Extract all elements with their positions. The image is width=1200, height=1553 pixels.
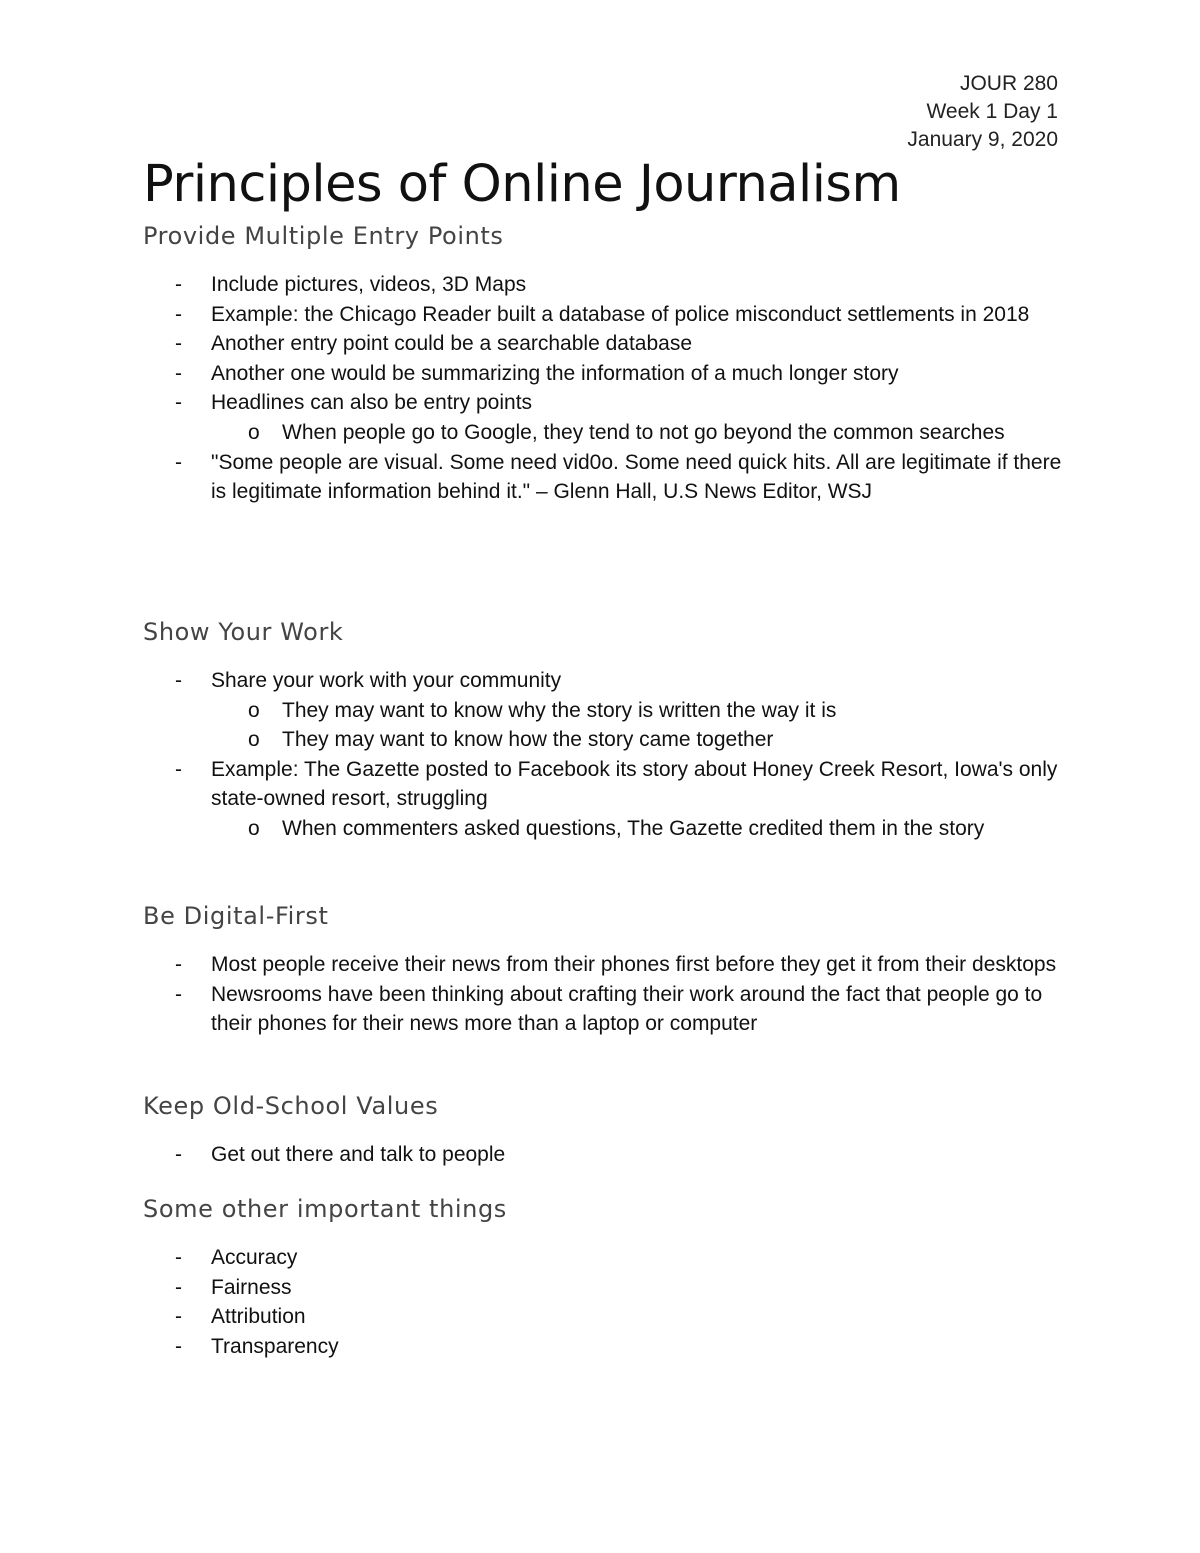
list-item: - Include pictures, videos, 3D Maps <box>143 270 1073 300</box>
sub-list-item: o When people go to Google, they tend to not go beyond the common searches <box>143 418 1073 448</box>
dash-bullet: - <box>175 669 182 692</box>
list-item: - Another entry point could be a searchable database <box>143 329 1073 359</box>
section-other-important-things <box>143 1191 1073 1361</box>
circle-bullet: o <box>248 420 260 444</box>
dash-bullet: - <box>175 1334 182 1358</box>
section-heading: Some other important things <box>143 1195 507 1223</box>
dash-bullet: - <box>175 450 182 474</box>
section-show-your-work <box>143 614 1073 844</box>
dash-bullet: - <box>175 361 182 385</box>
dash-bullet: - <box>175 302 182 326</box>
section-heading: Provide Multiple Entry Points <box>143 222 504 250</box>
dash-bullet: - <box>175 273 182 296</box>
week-day: Week 1 Day 1 <box>926 100 1058 123</box>
dash-bullet: - <box>175 1275 182 1299</box>
circle-bullet: o <box>248 698 260 722</box>
list-item: - Headlines can also be entry points <box>143 388 1073 418</box>
dash-bullet: - <box>175 391 182 415</box>
sub-list-item: o They may want to know why the story is written the way it is <box>143 696 1073 726</box>
list-item: - Most people receive their news from their phones first before they get it from their desktops <box>143 950 1073 980</box>
list-item: - Fairness <box>143 1273 1073 1303</box>
list-item: - Accuracy <box>143 1243 1073 1273</box>
list-item: - Attribution <box>143 1302 1073 1332</box>
section-heading: Show Your Work <box>143 618 344 646</box>
list-item: - Transparency <box>143 1332 1073 1362</box>
list-item: - "Some people are visual. Some need vid0o. Some need quick hits. All are legitimate if there is legitimate information behind it." – Glenn Hall, U.S News Editor, WSJ <box>143 448 1073 507</box>
bullet-list <box>143 1243 1073 1361</box>
course-code: JOUR 280 <box>959 72 1058 95</box>
page-title: Principles of Online Journalism <box>143 155 901 214</box>
circle-bullet: o <box>248 816 260 840</box>
dash-bullet: - <box>175 757 182 781</box>
document-header <box>907 70 1058 154</box>
section-entry-points <box>143 218 1073 507</box>
date: January 9, 2020 <box>907 128 1058 151</box>
section-heading: Keep Old-School Values <box>143 1092 439 1120</box>
list-item: - Share your work with your community <box>143 666 1073 696</box>
bullet-list <box>143 950 1073 1039</box>
dash-bullet: - <box>175 1143 182 1166</box>
bullet-list <box>143 1140 1073 1170</box>
section-digital-first <box>143 898 1073 1039</box>
list-item: - Example: the Chicago Reader built a database of police misconduct settlements in 2018 <box>143 300 1073 330</box>
bullet-list <box>143 666 1073 844</box>
list-item: - Another one would be summarizing the information of a much longer story <box>143 359 1073 389</box>
dash-bullet: - <box>175 953 182 976</box>
sub-list-item: o They may want to know how the story came together <box>143 725 1073 755</box>
dash-bullet: - <box>175 1246 182 1269</box>
list-item: - Example: The Gazette posted to Facebook its story about Honey Creek Resort, Iowa's only state-owned resort, struggling <box>143 755 1073 814</box>
section-old-school-values <box>143 1088 1073 1170</box>
sub-list-item: o When commenters asked questions, The Gazette credited them in the story <box>143 814 1073 844</box>
dash-bullet: - <box>175 332 182 356</box>
dash-bullet: - <box>175 1305 182 1329</box>
section-heading: Be Digital-First <box>143 902 329 930</box>
list-item: - Get out there and talk to people <box>143 1140 1073 1170</box>
list-item: - Newsrooms have been thinking about crafting their work around the fact that people go to their phones for their news more than a laptop or computer <box>143 980 1073 1039</box>
bullet-list <box>143 270 1073 507</box>
circle-bullet: o <box>248 728 260 752</box>
dash-bullet: - <box>175 982 182 1006</box>
